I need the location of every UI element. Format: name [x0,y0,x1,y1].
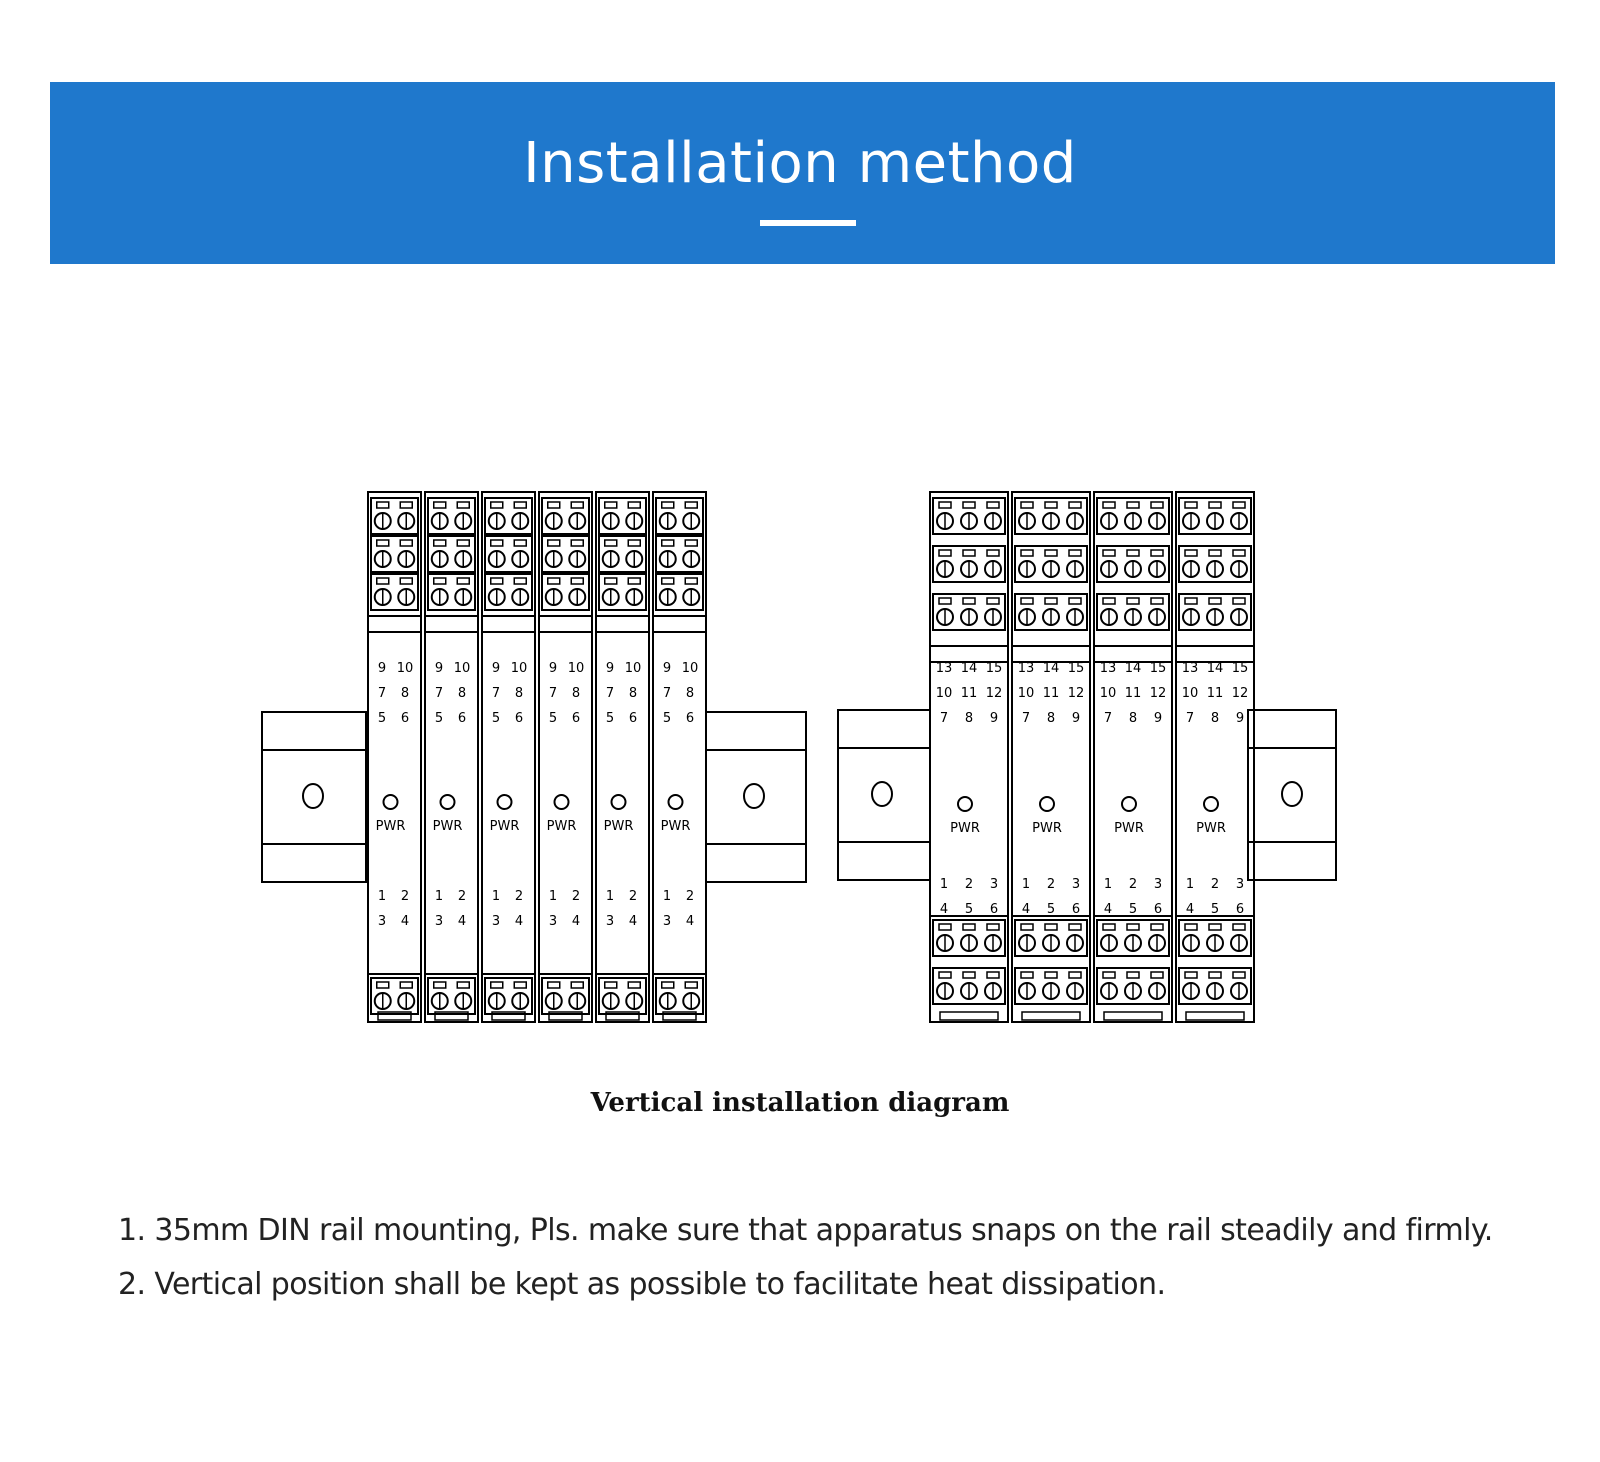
terminal-number-label: 9 [1153,711,1163,726]
terminal-slot [1127,924,1139,930]
terminal-number-label: 15 [1149,661,1167,676]
pwr-label: PWR [1032,821,1062,836]
power-led-icon [441,795,455,809]
terminal-slot [434,578,446,584]
module-foot-clip [1186,1012,1244,1020]
terminal-slot [987,972,999,978]
terminal-number-label: 8 [1210,711,1220,726]
terminal-number-label: 3 [1235,877,1245,892]
terminal-number-label: 5 [548,711,558,726]
terminal-slot [1021,502,1033,508]
terminal-number-label: 5 [662,711,672,726]
page-title: Installation method [523,131,1077,196]
terminal-number-label: 5 [1128,902,1138,917]
terminal-number-label: 14 [1206,661,1224,676]
terminal-slot [939,972,951,978]
terminal-slot [987,924,999,930]
terminal-slot [939,924,951,930]
terminal-number-label: 10 [681,661,699,676]
terminal-number-label: 9 [662,661,672,676]
terminal-slot [662,982,674,988]
terminal-number-label: 6 [400,711,410,726]
terminal-number-label: 10 [396,661,414,676]
terminal-number-label: 11 [1206,686,1224,701]
terminal-slot [434,982,446,988]
terminal-number-label: 6 [989,902,999,917]
terminal-number-label: 5 [491,711,501,726]
terminal-number-label: 1 [939,877,949,892]
terminal-slot [605,982,617,988]
terminal-slot [662,502,674,508]
terminal-slot [1103,502,1115,508]
terminal-number-label: 12 [1067,686,1085,701]
terminal-slot [434,502,446,508]
terminal-number-label: 9 [1071,711,1081,726]
terminal-number-label: 9 [548,661,558,676]
power-led-icon [958,797,972,811]
left-module-group [262,492,806,1022]
terminal-number-label: 14 [1042,661,1060,676]
terminal-number-label: 8 [514,686,524,701]
terminal-number-label: 3 [434,914,444,929]
terminal-slot [1233,598,1245,604]
installation-notes [118,1204,1493,1312]
terminal-slot [963,550,975,556]
terminal-slot [987,502,999,508]
terminal-slot [628,502,640,508]
terminal-number-label: 7 [939,711,949,726]
terminal-number-label: 6 [571,711,581,726]
terminal-number-label: 7 [491,686,501,701]
terminal-number-label: 7 [377,686,387,701]
terminal-number-label: 10 [567,661,585,676]
terminal-slot [514,982,526,988]
terminal-slot [685,578,697,584]
rail-mounting-hole-icon [744,784,764,808]
terminal-slot [1069,924,1081,930]
terminal-number-label: 2 [514,889,524,904]
terminal-number-label: 9 [491,661,501,676]
terminal-number-label: 8 [964,711,974,726]
power-led-icon [1040,797,1054,811]
terminal-number-label: 8 [1046,711,1056,726]
terminal-slot [400,540,412,546]
terminal-number-label: 8 [400,686,410,701]
terminal-number-label: 10 [935,686,953,701]
terminal-number-label: 3 [548,914,558,929]
terminal-slot [400,982,412,988]
terminal-number-label: 3 [491,914,501,929]
isolator-module [1012,492,1090,1022]
terminal-slot [1021,598,1033,604]
terminal-number-label: 2 [685,889,695,904]
power-led-icon [555,795,569,809]
terminal-slot [571,502,583,508]
terminal-slot [434,540,446,546]
terminal-slot [1127,550,1139,556]
terminal-slot [400,578,412,584]
terminal-number-label: 4 [514,914,524,929]
terminal-slot [1185,972,1197,978]
terminal-number-label: 4 [1103,902,1113,917]
terminal-slot [548,578,560,584]
terminal-slot [1021,550,1033,556]
pwr-label: PWR [950,821,980,836]
right-module-group [838,492,1336,1022]
terminal-slot [963,502,975,508]
terminal-slot [491,578,503,584]
terminal-slot [605,578,617,584]
terminal-number-label: 2 [571,889,581,904]
terminal-number-label: 15 [1231,661,1249,676]
terminal-number-label: 5 [964,902,974,917]
terminal-slot [1127,598,1139,604]
terminal-number-label: 10 [1017,686,1035,701]
terminal-number-label: 2 [1128,877,1138,892]
terminal-number-label: 6 [1235,902,1245,917]
note-item: 2. Vertical position shall be kept as possible to facilitate heat dissipation. [118,1267,1166,1302]
terminal-number-label: 7 [1103,711,1113,726]
terminal-number-label: 4 [628,914,638,929]
isolator-module [653,492,706,1022]
terminal-slot [662,540,674,546]
isolator-module [930,492,1008,1022]
terminal-slot [457,502,469,508]
isolator-module [539,492,592,1022]
terminal-slot [685,982,697,988]
terminal-number-label: 2 [400,889,410,904]
terminal-number-label: 7 [548,686,558,701]
terminal-slot [1103,598,1115,604]
diagram-caption: Vertical installation diagram [590,1088,1010,1118]
terminal-slot [491,540,503,546]
terminal-slot [1069,972,1081,978]
terminal-slot [1151,598,1163,604]
terminal-number-label: 9 [434,661,444,676]
terminal-number-label: 13 [1099,661,1117,676]
terminal-slot [939,598,951,604]
terminal-number-label: 5 [1210,902,1220,917]
terminal-slot [1045,972,1057,978]
rail-mounting-hole-icon [1282,782,1302,806]
terminal-slot [571,578,583,584]
pwr-label: PWR [660,819,691,834]
terminal-slot [1185,598,1197,604]
terminal-number-label: 7 [605,686,615,701]
rail-mounting-hole-icon [303,784,323,808]
terminal-slot [939,550,951,556]
terminal-number-label: 11 [1124,686,1142,701]
terminal-slot [605,502,617,508]
terminal-slot [1045,502,1057,508]
terminal-number-label: 10 [1099,686,1117,701]
terminal-number-label: 7 [1021,711,1031,726]
terminal-number-label: 5 [434,711,444,726]
terminal-slot [571,540,583,546]
terminal-slot [685,540,697,546]
terminal-slot [377,982,389,988]
terminal-number-label: 2 [1210,877,1220,892]
terminal-number-label: 5 [1046,902,1056,917]
terminal-slot [685,502,697,508]
terminal-number-label: 12 [985,686,1003,701]
terminal-slot [377,540,389,546]
terminal-slot [987,598,999,604]
terminal-slot [514,502,526,508]
terminal-number-label: 8 [628,686,638,701]
terminal-number-label: 2 [457,889,467,904]
din-rail-end [262,712,366,882]
rail-mounting-hole-icon [872,782,892,806]
terminal-number-label: 3 [1071,877,1081,892]
terminal-slot [1069,598,1081,604]
terminal-number-label: 6 [1071,902,1081,917]
terminal-slot [400,502,412,508]
power-led-icon [612,795,626,809]
terminal-number-label: 4 [939,902,949,917]
module-foot-clip [1022,1012,1080,1020]
terminal-slot [1185,924,1197,930]
terminal-slot [548,982,560,988]
note-item: 1. 35mm DIN rail mounting, Pls. make sure that apparatus snaps on the rail steadily and firmly. [118,1213,1493,1248]
terminal-number-label: 6 [685,711,695,726]
terminal-slot [628,540,640,546]
terminal-number-label: 1 [1021,877,1031,892]
terminal-number-label: 8 [1128,711,1138,726]
terminal-slot [491,502,503,508]
terminal-slot [1127,972,1139,978]
terminal-number-label: 4 [457,914,467,929]
terminal-number-label: 3 [989,877,999,892]
terminal-slot [1103,550,1115,556]
terminal-number-label: 1 [491,889,501,904]
terminal-number-label: 8 [685,686,695,701]
terminal-number-label: 7 [1185,711,1195,726]
isolator-module [482,492,535,1022]
terminal-slot [1209,502,1221,508]
terminal-slot [457,578,469,584]
terminal-number-label: 3 [377,914,387,929]
terminal-number-label: 1 [1185,877,1195,892]
terminal-number-label: 9 [989,711,999,726]
isolator-module [1176,492,1254,1022]
terminal-number-label: 1 [1103,877,1113,892]
terminal-slot [548,540,560,546]
module-foot-clip [940,1012,998,1020]
terminal-slot [1233,502,1245,508]
terminal-slot [662,578,674,584]
terminal-number-label: 13 [935,661,953,676]
terminal-number-label: 14 [960,661,978,676]
terminal-number-label: 12 [1149,686,1167,701]
terminal-slot [1103,972,1115,978]
terminal-slot [377,578,389,584]
terminal-number-label: 9 [1235,711,1245,726]
terminal-number-label: 6 [457,711,467,726]
terminal-slot [1103,924,1115,930]
terminal-number-label: 2 [964,877,974,892]
terminal-slot [1021,924,1033,930]
terminal-number-label: 4 [400,914,410,929]
terminal-number-label: 7 [434,686,444,701]
terminal-slot [1151,502,1163,508]
isolator-module [368,492,421,1022]
pwr-label: PWR [1196,821,1226,836]
terminal-number-label: 15 [1067,661,1085,676]
pwr-label: PWR [489,819,520,834]
terminal-slot [1233,924,1245,930]
power-led-icon [384,795,398,809]
terminal-slot [1209,550,1221,556]
module-foot-clip [1104,1012,1162,1020]
terminal-slot [457,982,469,988]
terminal-slot [1151,972,1163,978]
terminal-slot [963,598,975,604]
terminal-number-label: 7 [662,686,672,701]
terminal-number-label: 10 [624,661,642,676]
din-rail-end [1248,710,1336,880]
terminal-number-label: 10 [1181,686,1199,701]
terminal-slot [1151,924,1163,930]
pwr-label: PWR [603,819,634,834]
terminal-slot [1209,972,1221,978]
terminal-number-label: 5 [377,711,387,726]
terminal-number-label: 9 [377,661,387,676]
terminal-slot [1233,550,1245,556]
terminal-number-label: 1 [605,889,615,904]
terminal-number-label: 10 [510,661,528,676]
terminal-number-label: 6 [628,711,638,726]
pwr-label: PWR [432,819,463,834]
terminal-slot [1233,972,1245,978]
terminal-number-label: 1 [377,889,387,904]
terminal-number-label: 4 [1021,902,1031,917]
terminal-slot [1045,598,1057,604]
terminal-number-label: 11 [960,686,978,701]
terminal-number-label: 8 [571,686,581,701]
terminal-slot [1045,550,1057,556]
terminal-slot [939,502,951,508]
terminal-slot [457,540,469,546]
terminal-slot [1185,550,1197,556]
terminal-slot [987,550,999,556]
terminal-slot [1069,502,1081,508]
terminal-slot [1069,550,1081,556]
terminal-slot [514,540,526,546]
terminal-slot [571,982,583,988]
terminal-number-label: 2 [1046,877,1056,892]
isolator-module [425,492,478,1022]
terminal-slot [963,924,975,930]
terminal-number-label: 12 [1231,686,1249,701]
terminal-number-label: 4 [571,914,581,929]
terminal-slot [514,578,526,584]
terminal-number-label: 6 [514,711,524,726]
terminal-slot [605,540,617,546]
terminal-number-label: 4 [1185,902,1195,917]
terminal-number-label: 3 [605,914,615,929]
terminal-number-label: 13 [1181,661,1199,676]
terminal-number-label: 11 [1042,686,1060,701]
terminal-slot [377,502,389,508]
terminal-slot [1045,924,1057,930]
terminal-slot [628,982,640,988]
terminal-number-label: 14 [1124,661,1142,676]
terminal-number-label: 9 [605,661,615,676]
power-led-icon [669,795,683,809]
terminal-slot [1021,972,1033,978]
din-rail-end [706,712,806,882]
terminal-number-label: 6 [1153,902,1163,917]
pwr-label: PWR [375,819,406,834]
isolator-module [596,492,649,1022]
terminal-slot [1151,550,1163,556]
pwr-label: PWR [1114,821,1144,836]
terminal-number-label: 15 [985,661,1003,676]
terminal-number-label: 10 [453,661,471,676]
terminal-number-label: 4 [685,914,695,929]
din-rail-end [838,710,930,880]
terminal-number-label: 1 [662,889,672,904]
pwr-label: PWR [546,819,577,834]
terminal-slot [1185,502,1197,508]
terminal-number-label: 3 [1153,877,1163,892]
terminal-slot [1209,598,1221,604]
terminal-number-label: 8 [457,686,467,701]
power-led-icon [1122,797,1136,811]
power-led-icon [498,795,512,809]
terminal-number-label: 3 [662,914,672,929]
terminal-number-label: 13 [1017,661,1035,676]
terminal-slot [1209,924,1221,930]
isolator-module [1094,492,1172,1022]
terminal-number-label: 5 [605,711,615,726]
terminal-number-label: 1 [434,889,444,904]
terminal-number-label: 1 [548,889,558,904]
terminal-slot [548,502,560,508]
terminal-slot [963,972,975,978]
terminal-slot [628,578,640,584]
terminal-number-label: 2 [628,889,638,904]
terminal-slot [491,982,503,988]
power-led-icon [1204,797,1218,811]
terminal-slot [1127,502,1139,508]
